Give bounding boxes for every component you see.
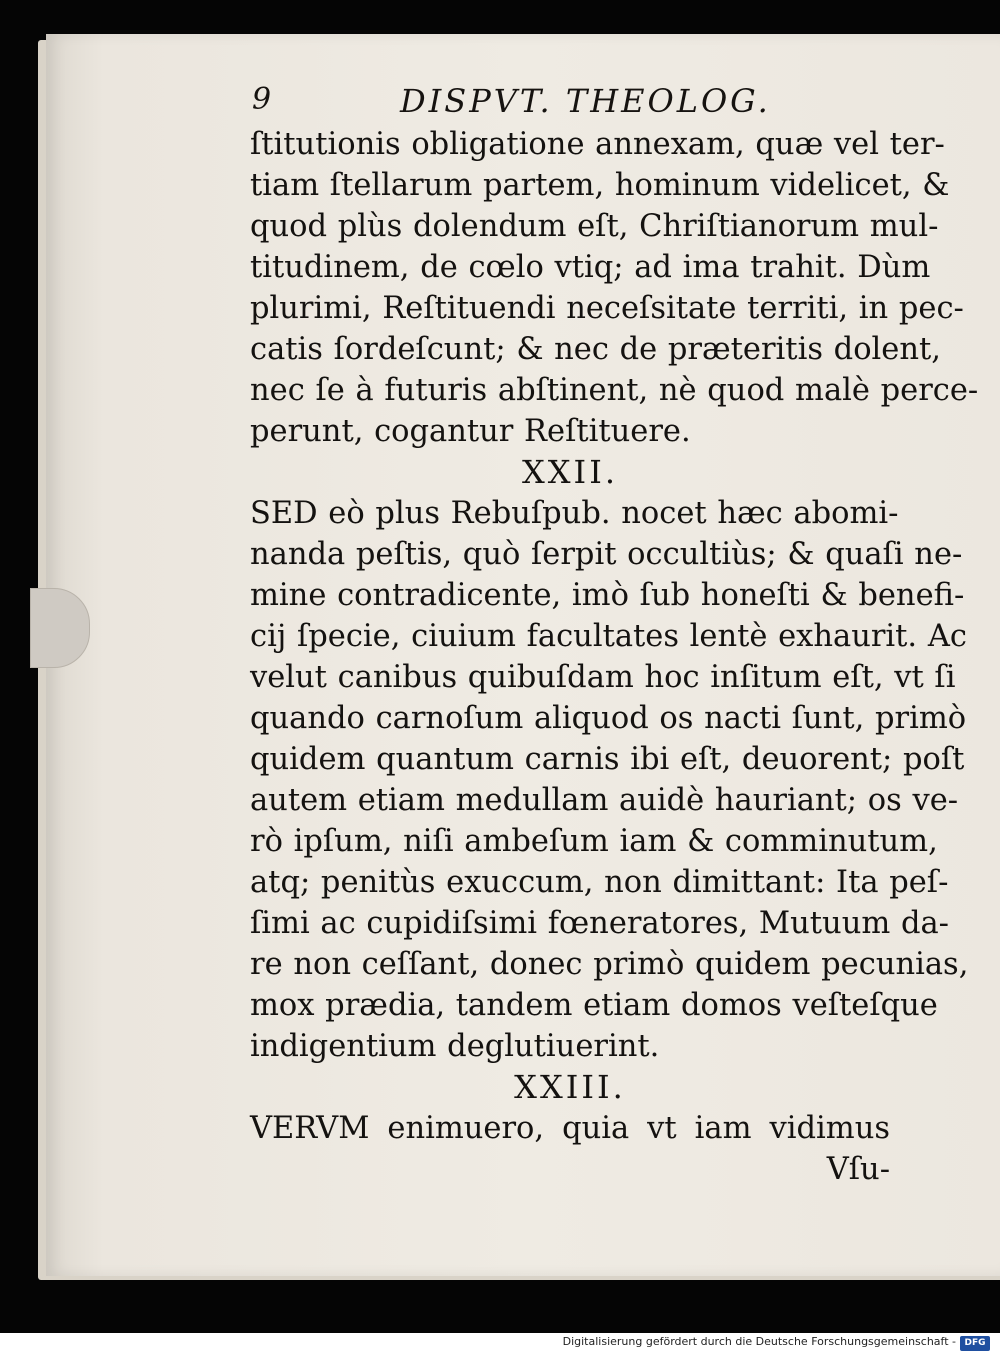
text-line: nec ſe à futuris abſtinent, nè quod malè perce‑ (250, 373, 979, 408)
dfg-logo: DFG (960, 1336, 990, 1351)
text-line: nanda peſtis, quò ſerpit occultiùs; & quaſi ne‑ (250, 537, 963, 572)
text-line: titudinem, de cœlo vtiq; ad ima trahit. Dùm (250, 250, 931, 285)
text-line: autem etiam medullam auidè hauriant; os ve‑ (250, 783, 959, 818)
text-line: mine contradicente, imò ſub honeſti & benefi‑ (250, 578, 965, 613)
text-line: catis ſordeſcunt; & nec de præteritis dolent, (250, 332, 941, 367)
text-line: perunt, cogantur Reſtituere. (250, 414, 691, 449)
text-line: tiam ſtellarum partem, hominum videlicet, & (250, 168, 950, 203)
funding-credit: Digitalisierung gefördert durch die Deutsche Forschungsgemeinschaft - (562, 1335, 956, 1348)
text-line: ſtitutionis obligatione annexam, quæ vel ter‑ (250, 127, 945, 162)
running-head (252, 82, 772, 122)
body-text (250, 124, 979, 1190)
text-line: VERVM enimuero, quia vt iam vidimus (250, 1111, 890, 1146)
text-line: re non ceſſant, donec primò quidem pecunias, (250, 947, 969, 982)
section-number: XXIII. (514, 1068, 626, 1106)
catchword: Vſu‑ (826, 1152, 890, 1187)
text-line: quod plùs dolendum eſt, Chriſtianorum mul‑ (250, 209, 939, 244)
text-line: quando carnoſum aliquod os nacti ſunt, primò (250, 701, 967, 736)
text-line: indigentium deglutiuerint. (250, 1029, 660, 1064)
text-line: cij ſpecie, ciuium facultates lentè exhaurit. Ac (250, 619, 967, 654)
text-line: plurimi, Reſtituendi neceſsitate territi, in pec‑ (250, 291, 964, 326)
text-line: SED eò plus Rebuſpub. nocet hæc abomi‑ (250, 496, 899, 531)
text-line: velut canibus quibuſdam hoc inſitum eſt, vt ſi (250, 660, 956, 695)
text-line: atq; penitùs exuccum, non dimittant: Ita peſ‑ (250, 865, 949, 900)
section-number: XXII. (521, 453, 618, 491)
page-number: 9 (252, 82, 272, 117)
text-line: quidem quantum carnis ibi eſt, deuorent; poſt (250, 742, 965, 777)
text-line: rò ipſum, niſi ambeſum iam & comminutum, (250, 824, 938, 859)
text-line: ſimi ac cupidiſsimi fœneratores, Mutuum da‑ (250, 906, 949, 941)
footer-bar (0, 1333, 1000, 1355)
running-head-title: DISPVT. THEOLOG. (400, 82, 771, 120)
text-line: mox prædia, tandem etiam domos veſteſque (250, 988, 938, 1023)
